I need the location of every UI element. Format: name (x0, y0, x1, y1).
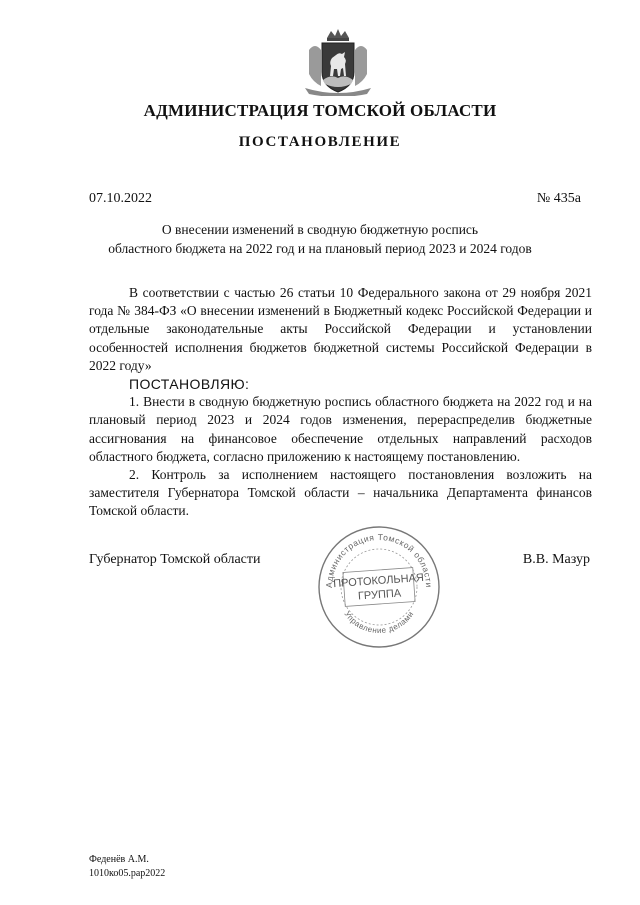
stamp-bottom-text: Управление делами (342, 609, 416, 636)
document-body (89, 284, 592, 521)
svg-text:Управление делами (342, 610, 415, 635)
item-2-paragraph: 2. Контроль за исполнением настоящего постановления возложить на заместителя Губернатора Томской области – начальника Департамента финансов Томской области. (89, 467, 592, 519)
document-subject (0, 220, 640, 258)
stamp-ring-text: Администрация Томской области (323, 531, 435, 589)
preamble-paragraph: В соответствии с частью 26 статьи 10 Федерального закона от 29 ноября 2021 года № 384-ФЗ «О внесении изменений в Бюджетный кодекс Российской Федерации и отдельные законодательные акты Российской Федерации и установлении особенностей исполнения бюджетов бюджетной системы Российской Федерации в 2022 году» (89, 285, 592, 373)
signatory-title: Губернатор Томской области (89, 552, 261, 567)
stamp-center-line-2: ГРУППА (357, 587, 402, 603)
document-date: 07.10.2022 (89, 191, 152, 206)
coat-of-arms-emblem (301, 28, 375, 96)
footer-block (89, 853, 165, 881)
signatory-name: В.В. Мазур (522, 552, 590, 567)
document-number: № 435а (536, 191, 581, 206)
decree-word: ПОСТАНОВЛЯЮ: (129, 376, 250, 393)
footer-author: Феденёв А.М. (89, 854, 149, 865)
subject-line-1: О внесении изменений в сводную бюджетную роспись (161, 222, 479, 237)
stamp-center-line-1: ПРОТОКОЛЬНАЯ (332, 571, 425, 591)
footer-file: 1010ко05.рар2022 (89, 868, 166, 879)
document-type: ПОСТАНОВЛЕНИЕ (238, 134, 402, 150)
item-1-paragraph: 1. Внести в сводную бюджетную роспись областного бюджета на 2022 год и на плановый период 2023 и 2024 годов изменения, перераспределив бюджетные ассигнования на финансовое обеспечение отдельных направлений расходов областного бюджета, согласно приложению к настоящему постановлению. (89, 394, 592, 464)
subject-line-2: областного бюджета на 2022 год и на плановый период 2023 и 2024 годов (108, 241, 532, 256)
organization-title: АДМИНИСТРАЦИЯ ТОМСКОЙ ОБЛАСТИ (143, 101, 497, 120)
official-stamp (316, 524, 442, 650)
